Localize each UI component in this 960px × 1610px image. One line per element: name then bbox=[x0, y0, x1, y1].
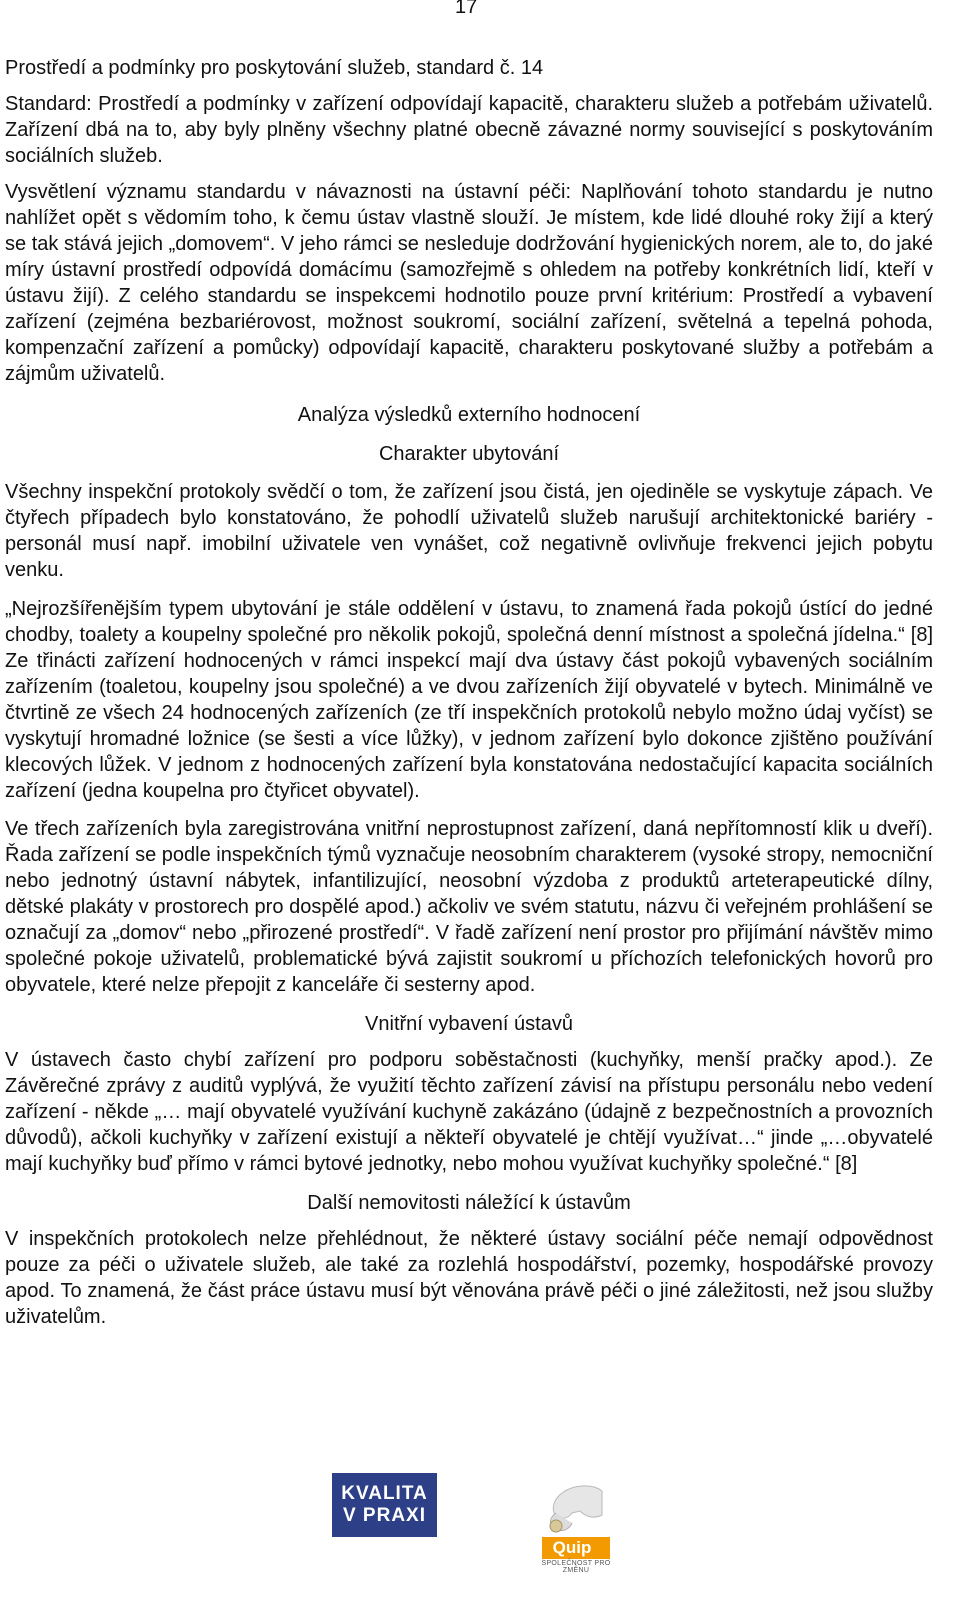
kvalita-logo-line2: V PRAXI bbox=[342, 1505, 427, 1526]
paragraph-equipment: V ústavech často chybí zařízení pro podporu soběstačnosti (kuchyňky, menší pračky apod.). Ze Závěrečné zprávy z auditů vyplývá, že využití těchto zařízení závisí na přístupu personálu nebo vedení zařízení - někde „… mají obyvatelé využívání kuchyně zakázáno (údajně z bezpečnostních a provozních důvodů), ačkoli kuchyňky v zařízení existují a někteří obyvatelé je chtějí využívat…“ jinde „…obyvatelé mají kuchyňky buď přímo v rámci bytové jednotky, nebo mohou využívat kuchyňky společné.“ [8] bbox=[5, 1049, 933, 1175]
paragraph-property: V inspekčních protokolech nelze přehlédnout, že některé ústavy sociální péče nemají odpovědnost pouze za péči o uživatele služeb, ale také za rozlehlá hospodářství, pozemky, hospodářské provozy apod. To znamená, že část práce ústavu musí být věnována právě péči o jiné záležitosti, než jsou služby uživatelům. bbox=[5, 1228, 933, 1328]
paragraph-impassability: Ve třech zařízeních byla zaregistrována vnitřní neprostupnost zařízení, daná nepřítomností klik u dveří). Řada zařízení se podle inspekčních týmů vyznačuje neosobním charakterem (vysoké stropy, nemocniční nebo jednotný ústavní nábytek, infantilizující, neosobní výzdoba z produktů arteterapeutické dílny, dětské plakáty v prostorech pro dospělé apod.) ačkoliv ve svém statutu, názvu či veřejném prohlášení se označují za „domov“ nebo „přirozené prostředí“. V řadě zařízení není prostor pro přijímání návštěv mimo společné pokoje uživatelů, problematické bývá zajistit soukromí u příchozích telefonických hovorů pro obyvatele, které nelze přepojit z kanceláře či sesterny apod. bbox=[5, 818, 933, 996]
heading-analysis: Analýza výsledků externího hodnocení bbox=[297, 404, 641, 426]
heading-accommodation: Charakter ubytování bbox=[378, 443, 560, 465]
heading-property: Další nemovitosti náležící k ústavům bbox=[307, 1192, 631, 1214]
section-title: Prostředí a podmínky pro poskytování služeb, standard č. 14 bbox=[5, 57, 544, 79]
heading-equipment: Vnitřní vybavení ústavů bbox=[365, 1013, 573, 1035]
standard-text: Standard: Prostředí a podmínky v zařízení odpovídají kapacitě, charakteru služeb a potřebám uživatelů. Zařízení dbá na to, aby byly plněny všechny platné obecně závazné normy související s poskytováním sociálních služeb. bbox=[5, 93, 933, 167]
page-number: 17 bbox=[455, 0, 478, 18]
kvalita-logo-line1: KVALITA bbox=[341, 1483, 428, 1504]
paragraph-protocols: Všechny inspekční protokoly svědčí o tom, že zařízení jsou čistá, jen ojediněle se vyskytuje zápach. Ve čtyřech případech bylo konstatováno, že pohodlí uživatelů služeb narušují architektonické bariéry - personál musí např. imobilní uživatele ven vynášet, což negativně ovlivňuje frekvenci jejich pobytu venku. bbox=[5, 481, 933, 581]
paragraph-accommodation-type: „Nejrozšířenějším typem ubytování je stále oddělení v ústavu, to znamená řada pokojů ústící do jedné chodby, toalety a koupelny společné pro několik pokojů, společná denní místnost a společná jídelna.“ [8] Ze třinácti zařízení hodnocených v rámci inspekcí mají dva ústavy část pokojů vybavených sociálním zařízením (toaletou, koupelny jsou společné) a ve dvou zařízeních žijí obyvatelé v bytech. Minimálně ve čtvrtině ze všech 24 hodnocených zařízeních (ze tří inspekčních protokolů nebylo možno údaj vyčíst) se vyskytují hromadné ložnice (se šesti a více lůžky), v jednom zařízení bylo dokonce zjištěno používání klecových lůžek. V jednom z hodnocených zařízení byla konstatována nedostačující kapacita sociálních zařízení (jedna koupelna pro čtyřicet obyvatel). bbox=[5, 598, 933, 802]
footer-logos bbox=[0, 1470, 960, 1610]
kvalita-v-praxi-logo bbox=[332, 1473, 437, 1537]
quip-logo-text: Quip bbox=[542, 1537, 602, 1559]
document-body bbox=[5, 55, 933, 1330]
quip-tagline: SPOLEČNOST PRO ZMĚNU bbox=[541, 1560, 611, 1574]
explanation-text: Vysvětlení významu standardu v návaznosti na ústavní péči: Naplňování tohoto standardu je nutno nahlížet opět s vědomím toho, k čemu ústav vlastně slouží. Je místem, kde lidé dlouhé roky žijí a který se tak stává jejich „domovem“. V jeho rámci se nesleduje dodržování hygienických norem, ale to, do jaké míry ústavní prostředí odpovídá domácímu (samozřejmě s ohledem na potřeby konkrétních lidí, kteří v ústavu žijí). Z celého standardu se inspekcemi hodnotilo pouze první kritérium: Prostředí a vybavení zařízení (zejména bezbariérovost, možnost soukromí, sociální zařízení, světelná a tepelná pohoda, kompenzační zařízení a pomůcky) odpovídají kapacitě, charakteru poskytované služby a potřebám a zájmům uživatelů. bbox=[5, 181, 933, 385]
